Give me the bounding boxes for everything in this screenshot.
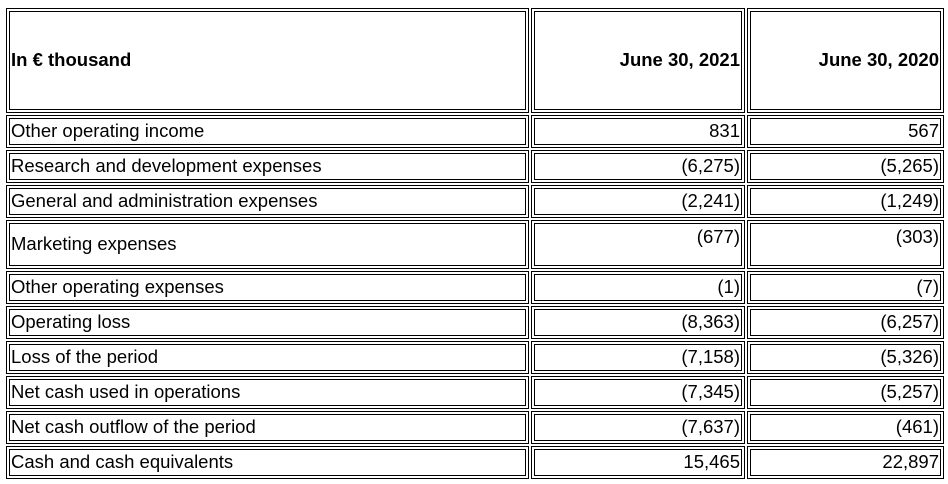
- header-col-2021: June 30, 2021: [531, 8, 745, 113]
- table-row: [6, 115, 944, 148]
- table-row: [6, 220, 944, 269]
- table-row: [6, 341, 944, 374]
- row-label: Research and development expenses: [6, 150, 529, 183]
- value-2020: (5,326): [747, 341, 944, 374]
- table-row: [6, 306, 944, 339]
- value-2021: (7,637): [531, 411, 745, 444]
- table-header-row: [6, 8, 944, 113]
- value-2021: (7,345): [531, 376, 745, 409]
- row-label: Cash and cash equivalents: [6, 446, 529, 479]
- table-row: [6, 411, 944, 444]
- value-2020: (5,265): [747, 150, 944, 183]
- value-2020: (303): [747, 220, 944, 269]
- row-label: Net cash outflow of the period: [6, 411, 529, 444]
- value-2020: 567: [747, 115, 944, 148]
- value-2021: 15,465: [531, 446, 745, 479]
- table-row: [6, 271, 944, 304]
- value-2021: (1): [531, 271, 745, 304]
- value-2020: (7): [747, 271, 944, 304]
- financial-table: [6, 8, 944, 481]
- value-2020: (1,249): [747, 185, 944, 218]
- table-row: [6, 376, 944, 409]
- value-2021: 831: [531, 115, 745, 148]
- value-2021: (7,158): [531, 341, 745, 374]
- value-2020: (5,257): [747, 376, 944, 409]
- row-label: General and administration expenses: [6, 185, 529, 218]
- table-row: [6, 446, 944, 479]
- value-2020: 22,897: [747, 446, 944, 479]
- value-2021: (6,275): [531, 150, 745, 183]
- value-2020: (6,257): [747, 306, 944, 339]
- table-row: [6, 150, 944, 183]
- table-row: [6, 185, 944, 218]
- header-label-cell: In € thousand: [6, 8, 529, 113]
- value-2021: (8,363): [531, 306, 745, 339]
- row-label: Marketing expenses: [6, 220, 529, 269]
- row-label: Loss of the period: [6, 341, 529, 374]
- value-2020: (461): [747, 411, 944, 444]
- header-col-2020: June 30, 2020: [747, 8, 944, 113]
- value-2021: (677): [531, 220, 745, 269]
- value-2021: (2,241): [531, 185, 745, 218]
- row-label: Operating loss: [6, 306, 529, 339]
- row-label: Net cash used in operations: [6, 376, 529, 409]
- row-label: Other operating income: [6, 115, 529, 148]
- row-label: Other operating expenses: [6, 271, 529, 304]
